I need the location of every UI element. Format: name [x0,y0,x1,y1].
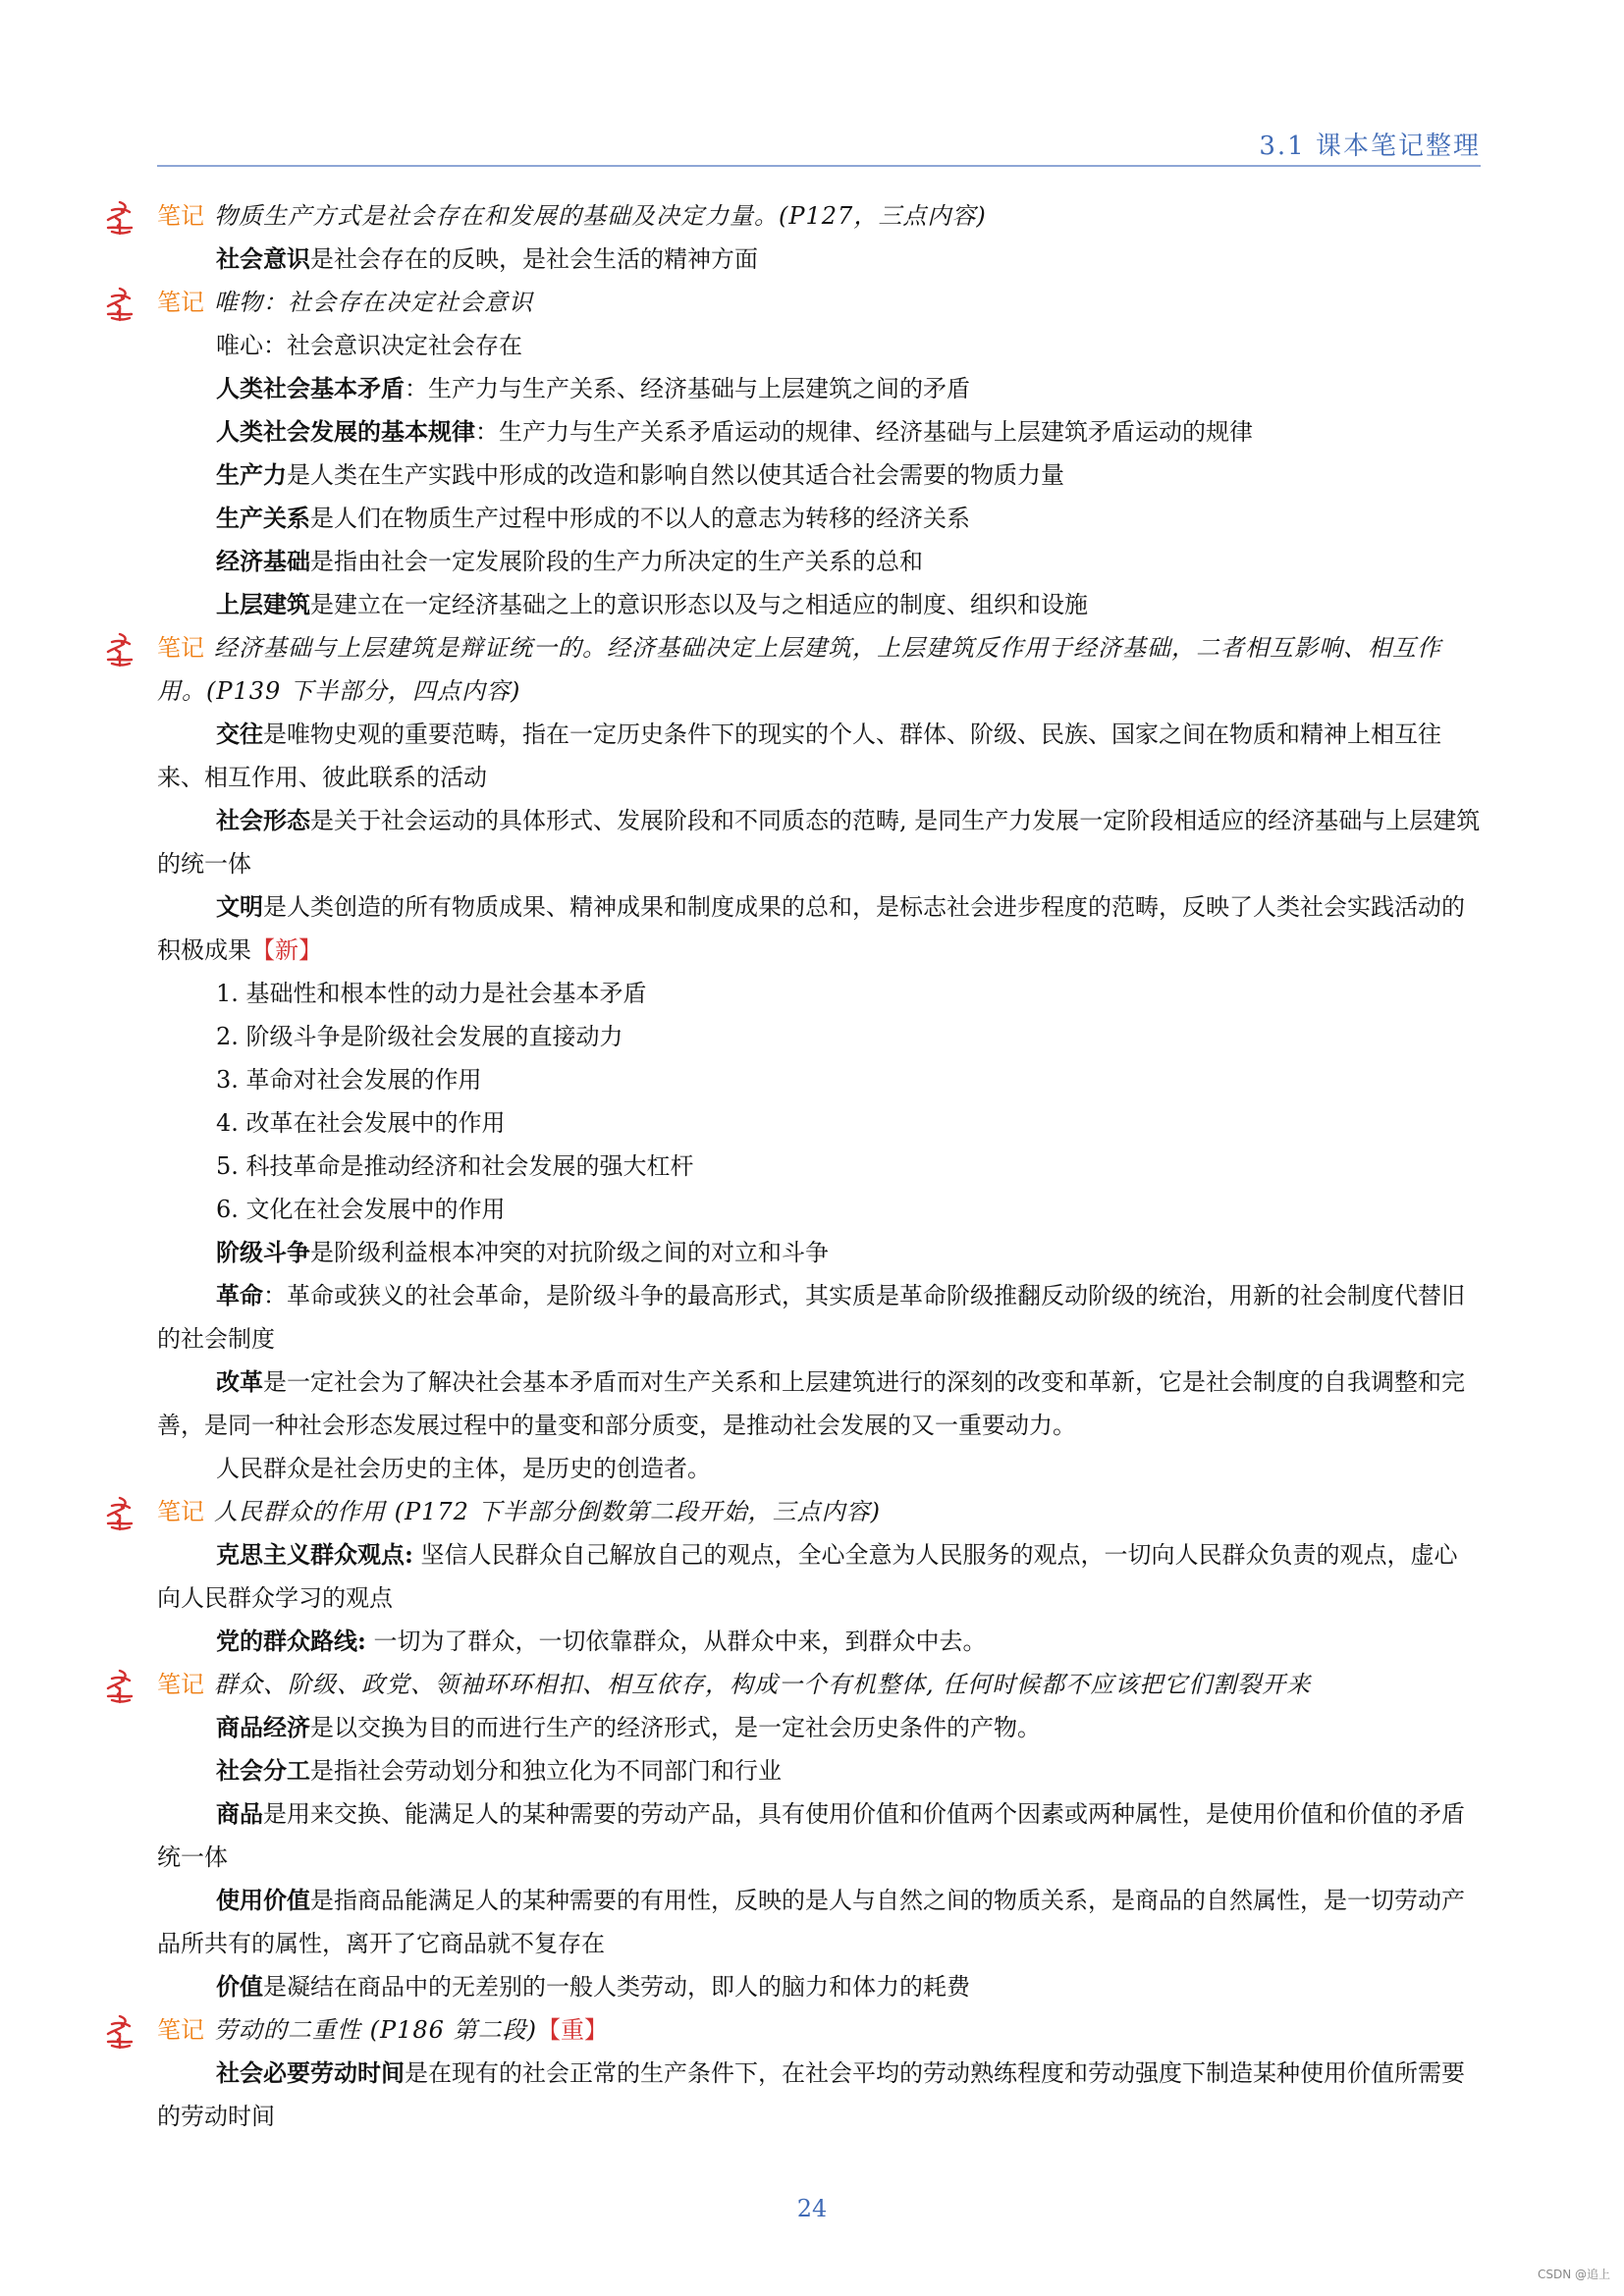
definition-line [157,1879,1481,1965]
definition-text: 是一定社会为了解决社会基本矛盾而对生产关系和上层建筑进行的深刻的改变和革新，它是社会制度的自我调整和完善，是同一种社会形态发展过程中的量变和部分质变，是推动社会发展的又一重要动力。 [157,1368,1465,1439]
definition-term: 文明 [216,892,263,921]
note-text: 唯物：社会存在决定社会意识 [214,289,533,316]
definition-line [157,540,1481,583]
definition-text: 是凝结在商品中的无差别的一般人类劳动，即人的脑力和体力的耗费 [263,1973,970,2001]
body-text: 1. 基础性和根本性的动力是社会基本矛盾 [216,980,647,1007]
definition-term: 价值 [216,1972,263,2001]
definition-line [157,1620,1481,1663]
text-line [157,1015,1481,1058]
definition-text: 是指由社会一定发展阶段的生产力所决定的生产关系的总和 [310,548,923,575]
definition-line [157,497,1481,540]
definition-line [157,799,1481,885]
definition-term: 社会分工 [216,1756,310,1785]
text-line [157,972,1481,1015]
emphasis-tag: 【重】 [536,2016,608,2044]
body-text: 人民群众是社会历史的主体，是历史的创造者。 [216,1455,711,1482]
definition-line [157,238,1481,281]
definition-line [157,1965,1481,2008]
definition-line [157,1749,1481,1792]
note-mark-icon [100,630,139,669]
body-text: 6. 文化在社会发展中的作用 [216,1196,506,1223]
definition-line [157,1361,1481,1447]
definition-text: 是建立在一定经济基础之上的意识形态以及与之相适应的制度、组织和设施 [310,591,1088,618]
note-mark-icon [100,1667,139,1706]
note-mark-icon [100,198,139,238]
definition-text: 是用来交换、能满足人的某种需要的劳动产品，具有使用价值和价值两个因素或两种属性，是使用价值和价值的矛盾统一体 [157,1800,1465,1871]
note-text: 人民群众的作用 (P172 下半部分倒数第二段开始，三点内容) [214,1498,881,1525]
definition-term: 革命 [216,1281,263,1309]
note-line [157,2008,1481,2052]
note-text: 经济基础与上层建筑是辩证统一的。经济基础决定上层建筑，上层建筑反作用于经济基础，二者相互影响、相互作用。(P139 下半部分，四点内容) [157,634,1441,705]
definition-text: ：生产力与生产关系、经济基础与上层建筑之间的矛盾 [405,375,970,402]
note-label: 笔记 [157,289,204,316]
note-text: 物质生产方式是社会存在和发展的基础及决定力量。(P127，三点内容) [214,202,987,230]
text-line [157,1101,1481,1145]
definition-line [157,454,1481,497]
note-line [157,1663,1481,1706]
emphasis-tag: 【新】 [251,936,322,964]
definition-term: 克思主义群众观点: [216,1540,413,1569]
body-text: 2. 阶级斗争是阶级社会发展的直接动力 [216,1023,623,1050]
definition-term: 生产关系 [216,504,310,532]
page-number: 24 [796,2195,828,2222]
definition-line [157,1274,1481,1361]
text-line [157,1188,1481,1231]
definition-text: 是指商品能满足人的某种需要的有用性，反映的是人与自然之间的物质关系，是商品的自然属性，是一切劳动产品所共有的属性，离开了它商品就不复存在 [157,1887,1465,1957]
note-label: 笔记 [157,634,204,662]
definition-line [157,1792,1481,1879]
definition-term: 上层建筑 [216,590,310,618]
definition-text: 是指社会劳动划分和独立化为不同部门和行业 [310,1757,782,1785]
watermark: CSDN @追上 [1537,2268,1610,2281]
definition-text: 是社会存在的反映，是社会生活的精神方面 [310,245,758,273]
definition-term: 阶级斗争 [216,1238,310,1266]
note-line [157,1490,1481,1533]
definition-text: ：生产力与生产关系矛盾运动的规律、经济基础与上层建筑矛盾运动的规律 [475,418,1253,446]
definition-term: 社会形态 [216,806,310,834]
definition-line [157,1533,1481,1620]
definition-line [157,1231,1481,1274]
definition-line [157,583,1481,626]
definition-text: ：革命或狭义的社会革命，是阶级斗争的最高形式，其实质是革命阶级推翻反动阶级的统治，用新的社会制度代替旧的社会制度 [157,1282,1465,1353]
note-line [157,194,1481,238]
definition-term: 社会意识 [216,244,310,273]
definition-line [157,367,1481,410]
definition-line [157,713,1481,799]
definition-line [157,1706,1481,1749]
body-text: 3. 革命对社会发展的作用 [216,1066,482,1094]
definition-line [157,410,1481,454]
definition-term: 交往 [216,720,263,748]
body-text: 4. 改革在社会发展中的作用 [216,1109,506,1137]
text-line [157,1145,1481,1188]
note-label: 笔记 [157,1671,204,1698]
notes-content [157,194,1481,2138]
definition-term: 人类社会基本矛盾 [216,374,405,402]
definition-text: 坚信人民群众自己解放自己的观点，全心全意为人民服务的观点，一切向人民群众负责的观点，虚心向人民群众学习的观点 [157,1541,1458,1612]
note-line [157,281,1481,324]
definition-term: 商品 [216,1799,263,1828]
note-text: 劳动的二重性 (P186 第二段) [214,2016,537,2044]
note-label: 笔记 [157,1498,204,1525]
definition-text: 是以交换为目的而进行生产的经济形式，是一定社会历史条件的产物。 [310,1714,1041,1741]
body-text: 5. 科技革命是推动经济和社会发展的强大杠杆 [216,1152,694,1180]
definition-term: 经济基础 [216,547,310,575]
definition-line [157,2052,1481,2138]
note-mark-icon [100,285,139,324]
note-mark-icon [100,1494,139,1533]
definition-line [157,885,1481,972]
definition-text: 是关于社会运动的具体形式、发展阶段和不同质态的范畴, 是同生产力发展一定阶段相适应的经济基础与上层建筑的统一体 [157,807,1481,878]
definition-term: 社会必要劳动时间 [216,2058,405,2087]
note-label: 笔记 [157,202,204,230]
text-line [157,324,1481,367]
definition-term: 生产力 [216,460,287,489]
note-label: 笔记 [157,2016,204,2044]
definition-term: 商品经济 [216,1713,310,1741]
definition-text: 是人类在生产实践中形成的改造和影响自然以使其适合社会需要的物质力量 [287,461,1064,489]
definition-text: 是在现有的社会正常的生产条件下，在社会平均的劳动熟练程度和劳动强度下制造某种使用价值所需要的劳动时间 [157,2059,1465,2130]
definition-text: 是唯物史观的重要范畴，指在一定历史条件下的现实的个人、群体、阶级、民族、国家之间在物质和精神上相互往来、相互作用、彼此联系的活动 [157,721,1441,791]
definition-text: 一切为了群众，一切依靠群众，从群众中来，到群众中去。 [365,1628,987,1655]
text-line [157,1447,1481,1490]
body-text: 唯心：社会意识决定社会存在 [216,332,522,359]
definition-text: 是人们在物质生产过程中形成的不以人的意志为转移的经济关系 [310,505,970,532]
definition-text: 是阶级利益根本冲突的对抗阶级之间的对立和斗争 [310,1239,829,1266]
note-text: 群众、阶级、政党、领袖环环相扣、相互依存，构成一个有机整体, 任何时候都不应该把它们割裂开来 [214,1671,1312,1698]
definition-text: 是人类创造的所有物质成果、精神成果和制度成果的总和，是标志社会进步程度的范畴，反映了人类社会实践活动的积极成果 [157,893,1465,964]
note-mark-icon [100,2012,139,2052]
definition-term: 改革 [216,1367,263,1396]
definition-term: 党的群众路线: [216,1627,366,1655]
header-rule [157,165,1481,167]
running-header: 3.1 课本笔记整理 [1259,132,1481,161]
text-line [157,1058,1481,1101]
definition-term: 人类社会发展的基本规律 [216,417,475,446]
definition-term: 使用价值 [216,1886,310,1914]
note-line [157,626,1481,713]
